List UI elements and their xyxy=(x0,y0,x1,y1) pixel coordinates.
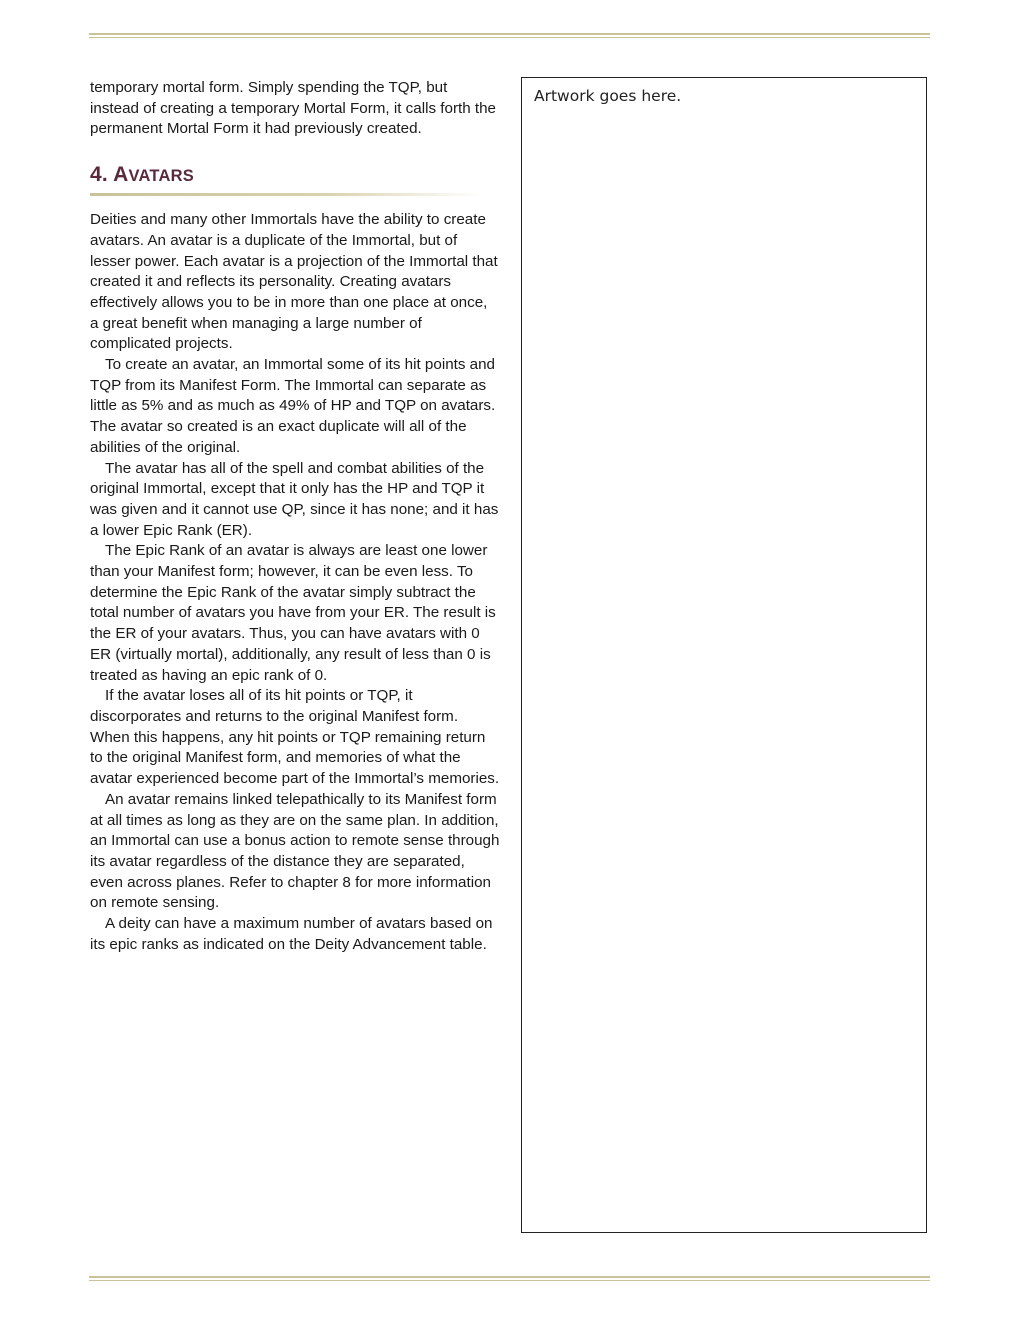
body-paragraph: An avatar remains linked telepathically to its Manifest form at all times as long as they are on the same plan. In addition, an Immortal can use a bonus action to remote sense through its avatar regardless of the distance they are separated, even across planes. Refer to chapter 8 for more information on remote sensing. xyxy=(90,790,500,912)
footer-rule xyxy=(89,1276,930,1281)
body-paragraph: The Epic Rank of an avatar is always are least one lower than your Manifest form; however, it can be even less. To determine the Epic Rank of the avatar simply subtract the total number of avatars you have from your ER. The result is the ER of your avatars. Thus, you can have avatars with 0 ER (virtually mortal), additionally, any result of less than 0 is treated as having an epic rank of 0. xyxy=(90,542,496,684)
body-paragraph: Deities and many other Immortals have the ability to create avatars. An avatar is a duplicate of the Immortal, but of lesser power. Each avatar is a projection of the Immortal that created it and reflects its personality. Creating avatars effectively allows you to be in more than one place at once, a great benefit when managing a large number of complicated projects. xyxy=(90,211,498,353)
section-number: 4. xyxy=(90,163,114,187)
artwork-placeholder-box xyxy=(521,77,927,1233)
body-paragraph: The avatar has all of the spell and combat abilities of the original Immortal, except that it only has the HP and TQP it was given and it cannot use QP, since it has none; and it has a lower Epic Rank (ER). xyxy=(90,459,499,539)
body-paragraph: If the avatar loses all of its hit points or TQP, it discorporates and returns to the original Manifest form. When this happens, any hit points or TQP remaining return to the original Manifest form, and memories of what the avatar experienced become part of the Immortal’s memories. xyxy=(90,687,500,788)
section-rest: VATARS xyxy=(128,167,194,186)
body-paragraph: A deity can have a maximum number of avatars based on its epic ranks as indicated on the Deity Advancement table. xyxy=(90,915,493,953)
artwork-placeholder-text: Artwork goes here. xyxy=(534,87,682,105)
section-initial: A xyxy=(113,163,129,187)
body-paragraph: To create an avatar, an Immortal some of its hit points and TQP from its Manifest Form. The Immortal can separate as little as 5% and as much as 49% of HP and TQP on avatars. The avatar so created is an exact duplicate will all of the abilities of the original. xyxy=(90,356,496,456)
section-title xyxy=(90,162,500,189)
section-heading xyxy=(90,162,500,196)
intro-paragraph: temporary mortal form. Simply spending the TQP, but instead of creating a temporary Mortal Form, it calls forth the permanent Mortal Form it had previously created. xyxy=(90,79,497,138)
heading-underline xyxy=(90,193,482,196)
text-column xyxy=(90,78,500,955)
header-rule xyxy=(89,33,930,38)
